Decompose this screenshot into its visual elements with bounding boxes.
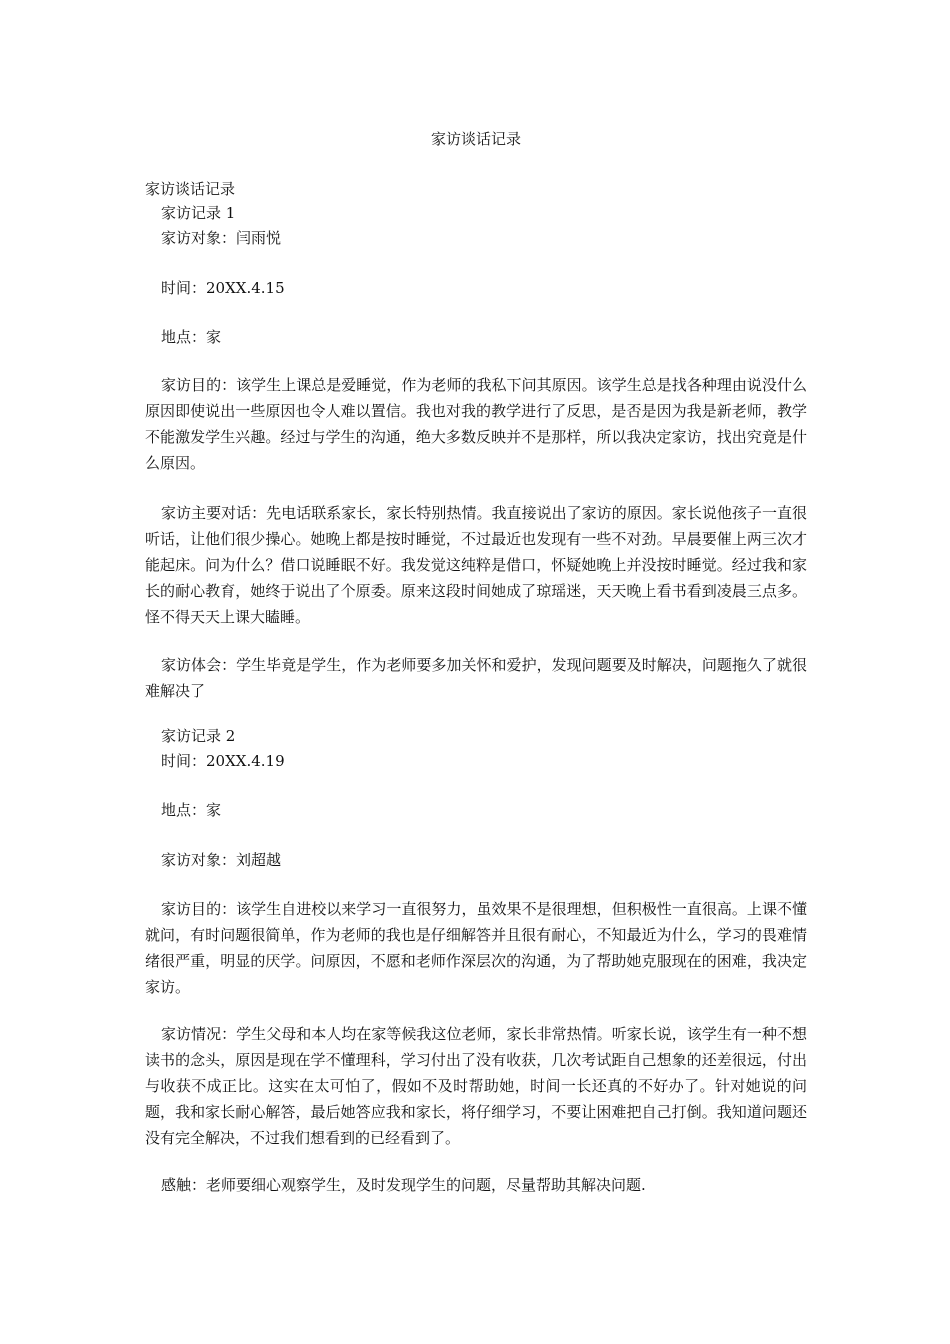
record1-label: 家访记录 1 — [161, 204, 236, 222]
record1-place: 地点：家 — [161, 328, 222, 346]
record1-dialogue: 家访主要对话：先电话联系家长，家长特别热情。我直接说出了家访的原因。家长说他孩子一直很听话，让他们很少操心。她晚上都是按时睡觉，不过最近也发现有一些不对劲。早晨要催上两三次才能起床。问为什么？借口说睡眠不好。我发觉这纯粹是借口，怀疑她晚上并没按时睡觉。经过我和家长的耐心教育，她终于说出了个原委。原来这段时间她成了琼瑶迷，天天晚上看书看到凌晨三点多。怪不得天天上课大瞌睡。 — [145, 504, 807, 626]
record2-feeling: 感触：老师要细心观察学生，及时发现学生的问题，尽量帮助其解决问题. — [161, 1176, 646, 1194]
record2-subject: 家访对象：刘超越 — [161, 851, 282, 869]
record1-time: 时间：20XX.4.15 — [161, 279, 285, 297]
section-heading: 家访谈话记录 — [145, 180, 236, 198]
record2-label: 家访记录 2 — [161, 727, 236, 745]
record1-subject: 家访对象：闫雨悦 — [161, 229, 282, 247]
document-title: 家访谈话记录 — [430, 130, 521, 148]
record2-situation: 家访情况：学生父母和本人均在家等候我这位老师，家长非常热情。听家长说，该学生有一种不想读书的念头，原因是现在学不懂理科，学习付出了没有收获，几次考试距自己想象的还差很远，付出与收获不成正比。这实在太可怕了，假如不及时帮助她，时间一长还真的不好办了。针对她说的问题，我和家长耐心解答，最后她答应我和家长，将仔细学习，不要让困难把自己打倒。我知道问题还没有完全解决，不过我们想看到的已经看到了。 — [145, 1025, 807, 1147]
record1-reflection: 家访体会：学生毕竟是学生，作为老师要多加关怀和爱护，发现问题要及时解决，问题拖久了就很难解决了 — [145, 656, 807, 700]
record2-place: 地点：家 — [161, 801, 222, 819]
record2-purpose: 家访目的：该学生自进校以来学习一直很努力，虽效果不是很理想，但积极性一直很高。上课不懂就问，有时问题很简单，作为老师的我也是仔细解答并且很有耐心，不知最近为什么，学习的畏难情绪很严重，明显的厌学。问原因，不愿和老师作深层次的沟通，为了帮助她克服现在的困难，我决定家访。 — [145, 900, 807, 996]
record2-time: 时间：20XX.4.19 — [161, 752, 285, 770]
record1-purpose: 家访目的：该学生上课总是爱睡觉，作为老师的我私下问其原因。该学生总是找各种理由说没什么原因即使说出一些原因也令人难以置信。我也对我的教学进行了反思，是否是因为我是新老师，教学不能激发学生兴趣。经过与学生的沟通，绝大多数反映并不是那样，所以我决定家访，找出究竟是什么原因。 — [145, 376, 807, 472]
